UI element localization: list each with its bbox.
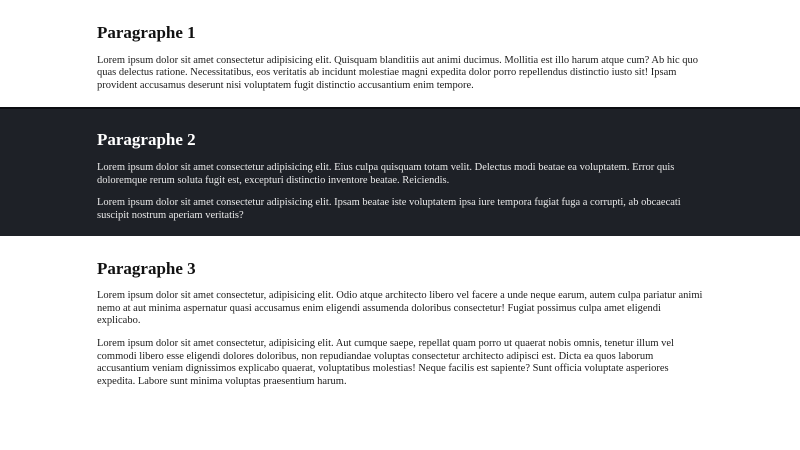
- section-1-paragraph-1: Lorem ipsum dolor sit amet consectetur adipisicing elit. Quisquam blanditiis aut animi ducimus. Mollitia est illo harum atque cum? Ab hic quo quas delectus ratione. Necessitatibus, eos veritatis ab incidunt molestiae magni expedita dolor porro repellendus distinctio iusto sit! Ipsam provident accusamus deserunt nisi voluptatem fugit distinctio accusantium enim tempore.: [97, 54, 699, 91]
- section-1-heading: Paragraphe 1: [97, 23, 196, 42]
- section-paragraphe-1: [0, 0, 800, 107]
- section-1-container: [97, 24, 703, 92]
- section-3-heading: Paragraphe 3: [97, 258, 196, 278]
- section-2-heading: Paragraphe 2: [97, 130, 196, 150]
- section-2-paragraph-1: Lorem ipsum dolor sit amet consectetur adipisicing elit. Eius culpa quisquam totam velit. Delectus modi beatae ea voluptatem. Error quis doloremque rerum soluta fugit est, excepturi distinctio inventore beatae. Reiciendis.: [97, 162, 675, 186]
- section-paragraphe-3: [0, 236, 800, 404]
- section-3-container: [97, 260, 703, 389]
- section-2-paragraph-2: Lorem ipsum dolor sit amet consectetur adipisicing elit. Ipsam beatae iste voluptatem ipsa iure tempora fugiat fuga a corrupti, ab obcaecati suscipit nostrum aperiam veritatis?: [97, 197, 681, 221]
- section-2-container: [97, 131, 703, 222]
- section-paragraphe-2: [0, 107, 800, 235]
- section-3-paragraph-2: Lorem ipsum dolor sit amet consectetur, adipisicing elit. Aut cumque saepe, repellat quam porro ut quaerat nobis omnis, tenetur illum vel commodi libero esse eligendi dolores doloribus, non repudiandae voluptas consectetur architecto adipisci est. Dicta ea quos laborum accusantium veniam dignissimos explicabo quaerat, voluptatibus molestias! Neque facilis est sapiente? Sunt officia voluptate asperiores expedita. Labore sunt minima voluptas praesentium harum.: [97, 338, 674, 387]
- section-3-paragraph-1: Lorem ipsum dolor sit amet consectetur, adipisicing elit. Odio atque architecto libero vel facere a unde neque earum, autem culpa pariatur animi nemo at aut minima aspernatur quasi accusamus enim eligendi assumenda doloribus consectetur! Fugiat possimus culpa amet eligendi explicabo.: [97, 290, 703, 327]
